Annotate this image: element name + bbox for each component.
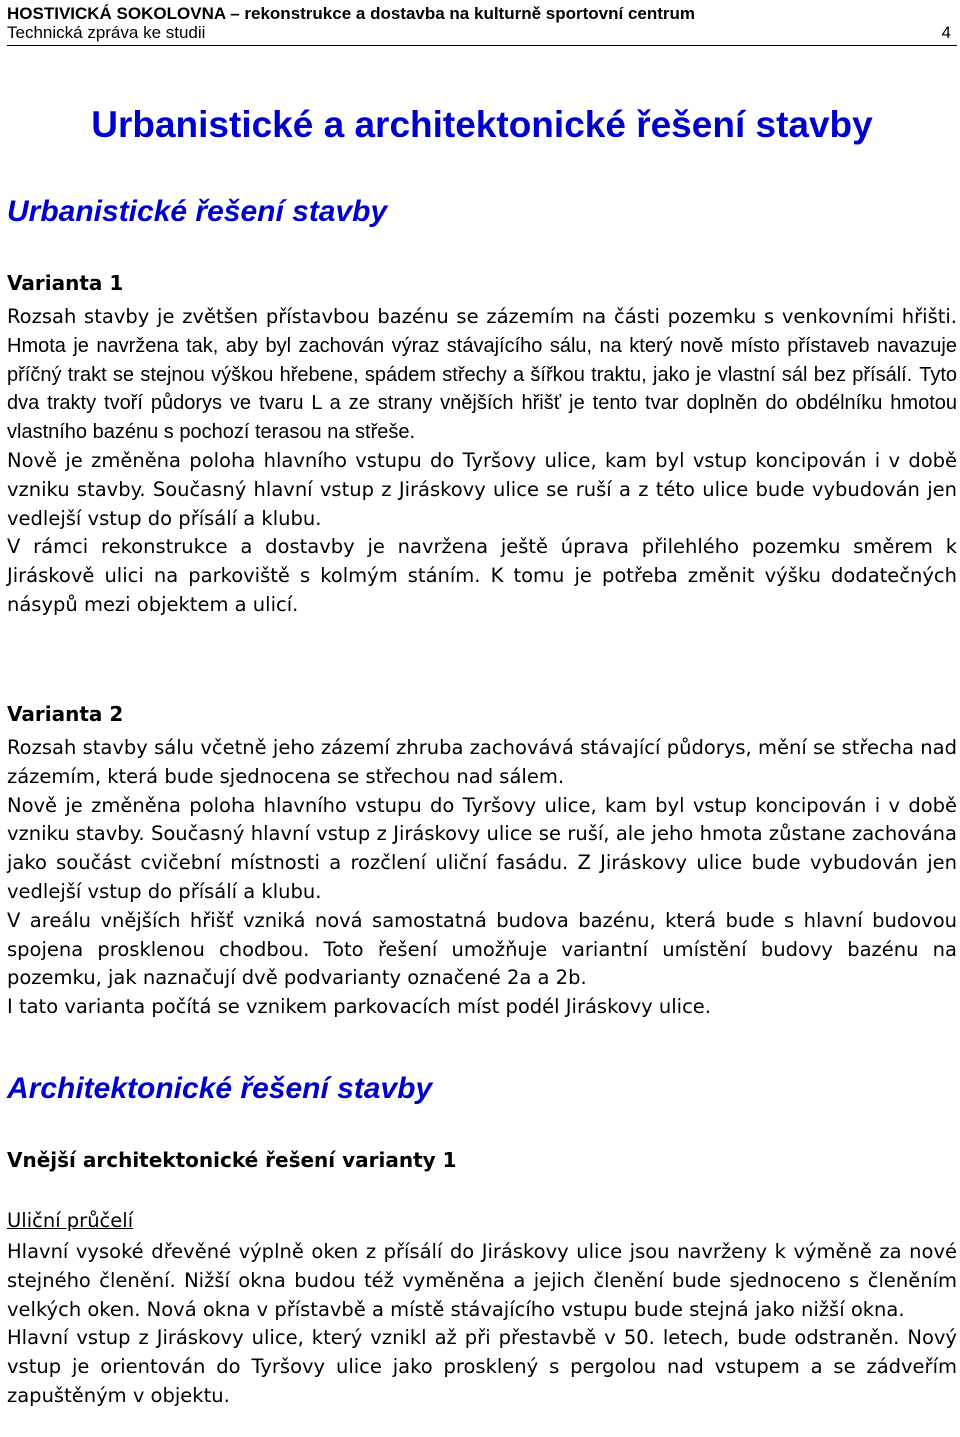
main-title: Urbanistické a architektonické řešení stavby	[91, 104, 873, 145]
header-project-title: HOSTIVICKÁ SOKOLOVNA – rekonstrukce a dostavba na kulturně sportovní centrum	[7, 4, 696, 23]
street-facade-text	[7, 1238, 957, 1411]
heading-exterior-variant-1: Vnější architektonické řešení varianty 1	[7, 1148, 457, 1172]
variant-2-paragraph-1: Rozsah stavby sálu včetně jeho zázemí zhruba zachovává stávající půdorys, mění se střecha nad zázemím, která bude sjednocena se střechou nad sálem.	[7, 736, 957, 788]
variant-2-paragraph-3: V areálu vnějších hřišť vzniká nová samostatná budova bazénu, která bude s hlavní budovou spojena prosklenou chodbou. Toto řešení umožňuje variantní umístění budovy bazénu na pozemku, jak naznačují dvě podvarianty označené 2a a 2b.	[7, 908, 957, 990]
variant-1-text	[7, 303, 957, 620]
heading-street-facade: Uliční průčelí	[7, 1209, 134, 1232]
variant-1-paragraph-1	[7, 303, 957, 447]
street-facade-paragraph-1: Hlavní vysoké dřevěné výplně oken z přísálí do Jiráskovy ulice jsou navrženy k výměně za nové stejného členění. Nižší okna budou též vyměněna a jejich členění bude sjednoceno s členěním velkých oken. Nová okna v přístavbě a místě stávajícího vstupu bude stejná jako nižší okna.	[7, 1240, 957, 1321]
section-title-urbanistic: Urbanistické řešení stavby	[7, 195, 388, 228]
v1-p1c: Tyto dva trakty tvoří půdorys ve tvaru L a ze strany vnějších hřišť je tento tvar doplněn do obdélníku hmotou vlastního bazénu s pochozí terasou na střeše.	[7, 363, 957, 444]
heading-variant-1: Varianta 1	[7, 271, 124, 295]
variant-1-paragraph-2: Nově je změněna poloha hlavního vstupu do Tyršovy ulice, kam byl vstup koncipován i v době vzniku stavby. Současný hlavní vstup z Jiráskovy ulice se ruší a z této ulice bude vybudován jen vedlejší vstup do přísálí a klubu.	[7, 448, 957, 530]
heading-variant-2: Varianta 2	[7, 702, 124, 726]
header-subline	[7, 23, 957, 46]
variant-2-paragraph-2: Nově je změněna poloha hlavního vstupu do Tyršovy ulice, kam byl vstup koncipován i v době vzniku stavby. Současný hlavní vstup z Jiráskovy ulice se ruší, ale jeho hmota zůstane zachována jako součást cvičební místnosti a rozčlení uliční fasádu. Z Jiráskovy ulice bude vybudován jen vedlejší vstup do přísálí a klubu.	[7, 793, 957, 903]
variant-2-paragraph-4: I tato varianta počítá se vznikem parkovacích míst podél Jiráskovy ulice.	[7, 995, 711, 1019]
variant-2-text	[7, 734, 957, 1022]
variant-1-paragraph-3: V rámci rekonstrukce a dostavby je navržena ještě úprava přilehlého pozemku směrem k Jiráskově ulici na parkoviště s kolmým stáním. K tomu je potřeba změnit výšku dodatečných násypů mezi objektem a ulicí.	[7, 535, 957, 616]
section-title-architectural: Architektonické řešení stavby	[7, 1072, 433, 1105]
page-number: 4	[941, 23, 951, 42]
v1-p1a: Rozsah stavby je zvětšen přístavbou bazénu se zázemím na části pozemku s venkovními hřišti.	[7, 305, 957, 328]
v1-p1b: Hmota je navržena tak, aby byl zachován výraz stávajícího sálu, na který nově místo přístaveb navazuje příčný trakt se stejnou výškou hřebene, spádem střechy a šířkou traktu, jako je vlastní sál bez přísálí.	[7, 334, 957, 386]
document-page	[7, 0, 957, 1407]
page-header	[7, 0, 957, 46]
street-facade-paragraph-2: Hlavní vstup z Jiráskovy ulice, který vznikl až při přestavbě v 50. letech, bude odstraněn. Nový vstup je orientován do Tyršovy ulice jako prosklený s pergolou nad vstupem a se zádveřím zapuštěným v objektu.	[7, 1326, 957, 1407]
header-report-name: Technická zpráva ke studii	[7, 23, 206, 42]
